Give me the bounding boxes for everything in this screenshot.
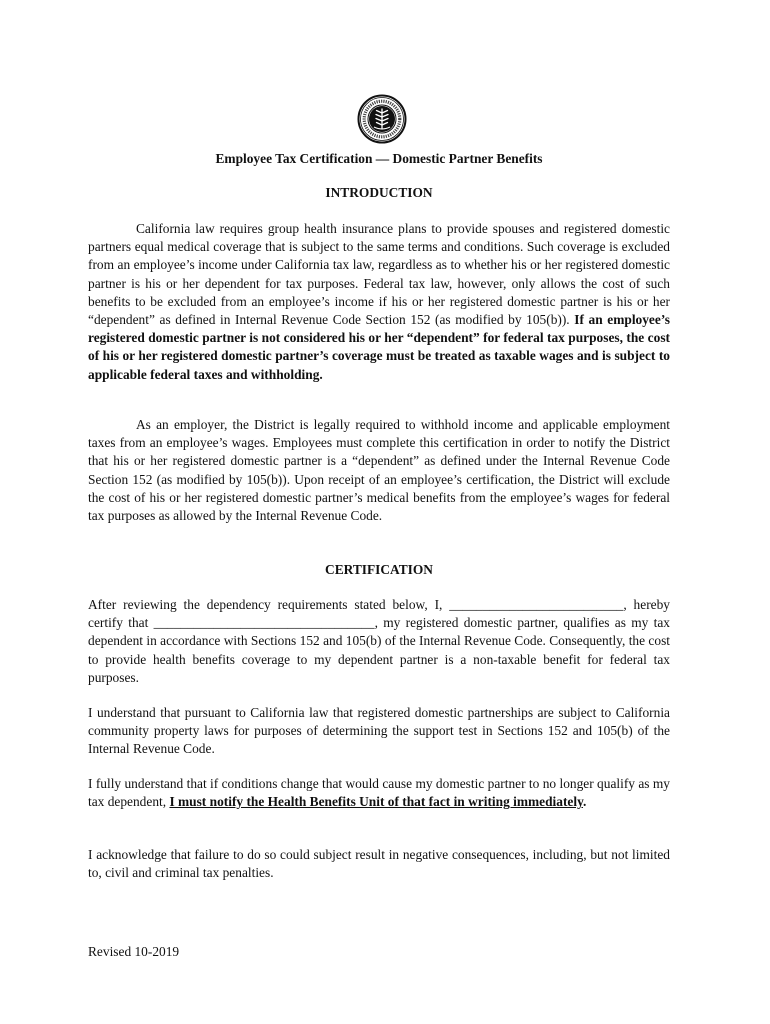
document-title: Employee Tax Certification — Domestic Partner Benefits [215,151,543,166]
employee-name-blank[interactable]: __________________________ [449,597,624,612]
certification-paragraph-1 [88,596,670,687]
revision-date: Revised 10-2019 [88,944,180,959]
certification-text-a: After reviewing the dependency requirements stated below, I, [88,597,450,612]
taxable-wages-notice: If an employee’s registered domestic partner is not considered his or her “dependent” for federal tax purposes, the cost of his or her registered domestic partner’s coverage must be treated as taxable wages and is subject to applicable federal taxes and withholding. [88,312,670,382]
certification-heading: CERTIFICATION [325,562,433,577]
introduction-paragraph-2: As an employer, the District is legally required to withhold income and applicable employment taxes from an employee’s wages. Employees must complete this certification in order to notify the District that his or her registered domestic partner is a “dependent” as defined under the Internal Revenue Code Section 152 (as modified by 105(b)). Upon receipt of an employee’s certification, the District will exclude the cost of his or her registered domestic partner’s medical benefits from the employee’s wages for federal tax purposes as allowed by the Internal Revenue Code. [88,417,670,524]
introduction-paragraph-1 [88,220,670,384]
certification-paragraph-3-text: I fully understand that if conditions change that would cause my domestic partner to no longer qualify as my tax dependent, [88,776,670,810]
certification-paragraph-3-end: . [583,794,587,810]
district-seal-icon [357,94,407,144]
partner-name-blank[interactable]: _________________________________ [153,615,375,631]
notify-health-benefits-notice: I must notify the Health Benefits Unit of that fact in writing immediately [169,794,584,810]
document-page [88,0,670,1024]
certification-paragraph-2: I understand that pursuant to California law that registered domestic partnerships are subject to California community property laws for purposes of determining the support test in Sections 152 and 105(b) of the Internal Revenue Code. [88,705,670,757]
introduction-paragraph-1-text: California law requires group health insurance plans to provide spouses and registered domestic partners equal medical coverage that is subject to the same terms and conditions. Such coverage is excluded from an employee’s income under California tax law, regardless as to whether his or her registered domestic partner is his or her dependent for tax purposes. Federal tax law, however, only allows the cost of such benefits to be excluded from an employee’s income if his or her registered domestic partner is his or her “dependent” as defined in Internal Revenue Code Section 152 (as modified by 105(b)). [88,221,670,328]
certification-paragraph-3 [88,775,670,811]
certification-text-c: , my registered domestic partner, qualifies as my tax dependent in accordance with Sections 152 and 105(b) of the Internal Revenue Code. Consequently, the cost to provide health benefits coverage to my dependent partner is a non-taxable benefit for federal tax purposes. [88,615,671,685]
certification-paragraph-4: I acknowledge that failure to do so could subject result in negative consequences, including, but not limited to, civil and criminal tax penalties. [88,847,670,881]
certification-text-b: , hereby certify that [88,597,670,631]
introduction-heading: INTRODUCTION [325,185,433,200]
